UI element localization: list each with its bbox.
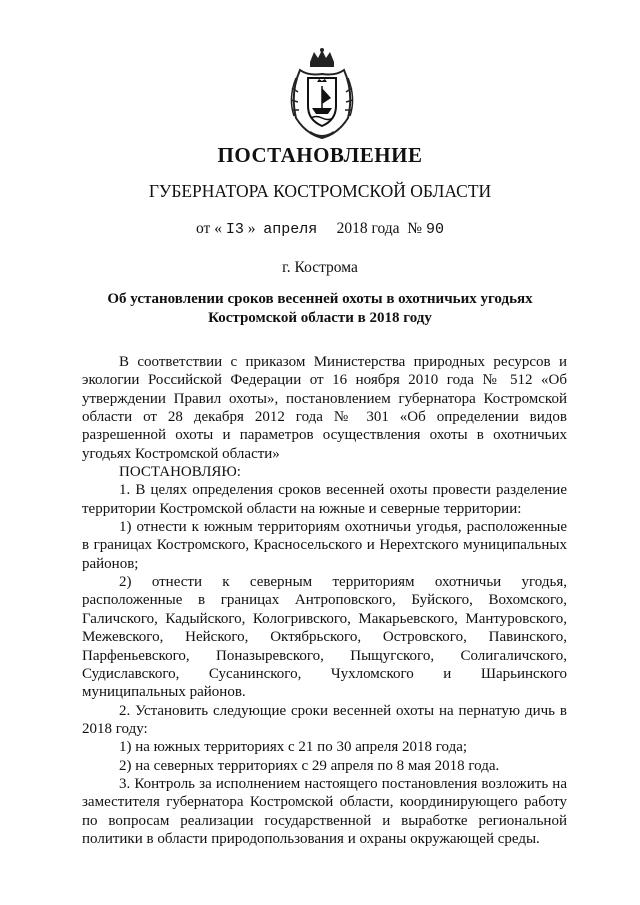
heading-line-2: Костромской области в 2018 году	[208, 310, 432, 326]
issuer-line: ГУБЕРНАТОРА КОСТРОМСКОЙ ОБЛАСТИ	[148, 181, 492, 201]
number-sign: №	[407, 220, 423, 237]
date-day: I3	[225, 221, 244, 238]
document-number: 90	[425, 221, 444, 238]
document-body	[82, 353, 567, 848]
paragraph-1-item-2: 2) отнести к северным территориям охотничьи угодья, расположенные в границах Антроповского, Буйского, Вохомского, Галичского, Кадыйского, Кологривского, Макарьевского, Мантуровского, Межевского, Нейского, Октябрьского, Островского, Павинского, Парфеньевского, Поназыревского, Пыщугского, Солигаличского, Судиславского, Сусанинского, Чухломского и Шарьинского муниципальных районов.	[82, 574, 567, 701]
city-line: г. Кострома	[282, 259, 358, 276]
decree-word: ПОСТАНОВЛЯЮ:	[119, 464, 241, 481]
date-prefix: от «	[196, 220, 222, 237]
paragraph-2-item-1: 1) на южных территориях с 21 по 30 апреля 2018 года;	[119, 739, 468, 756]
heading-line-1: Об установлении сроков весенней охоты в охотничьих угодьях	[107, 291, 533, 307]
document-heading	[60, 290, 580, 328]
document-title: ПОСТАНОВЛЕНИЕ	[217, 143, 423, 167]
paragraph-1: 1. В целях определения сроков весенней охоты провести разделение территории Костромской области на южные и северные территории:	[82, 482, 567, 517]
date-month: апреля	[263, 221, 318, 238]
paragraph-2: 2. Установить следующие сроки весенней охоты на пернатую дичь в 2018 году:	[82, 702, 567, 737]
paragraph-3: 3. Контроль за исполнением настоящего постановления возложить на заместителя губернатора Костромской области, координирующего работу по вопросам реализации государственной и выработке региональной политики в области природопользования и охраны окружающей среды.	[82, 775, 567, 847]
kostroma-coat-of-arms-icon	[286, 48, 358, 140]
paragraph-2-item-2: 2) на северных территориях с 29 апреля по 8 мая 2018 года.	[119, 757, 500, 774]
paragraph-1-item-1: 1) отнести к южным территориям охотничьи угодья, расположенные в границах Костромского, Красносельского и Нерехтского муниципальных районов;	[82, 519, 567, 572]
preamble-paragraph: В соответствии с приказом Министерства природных ресурсов и экологии Российской Федерации от 16 ноября 2010 года № 512 «Об утверждении Правил охоты», постановлением губернатора Костромской области от 28 декабря 2012 года № 301 «Об определении видов разрешенной охоты и параметров осуществления охоты в охотничьих угодьях Костромской области»	[82, 354, 567, 462]
date-number-line	[0, 220, 640, 238]
date-mid: »	[247, 220, 256, 237]
date-year: 2018 года	[336, 220, 400, 237]
